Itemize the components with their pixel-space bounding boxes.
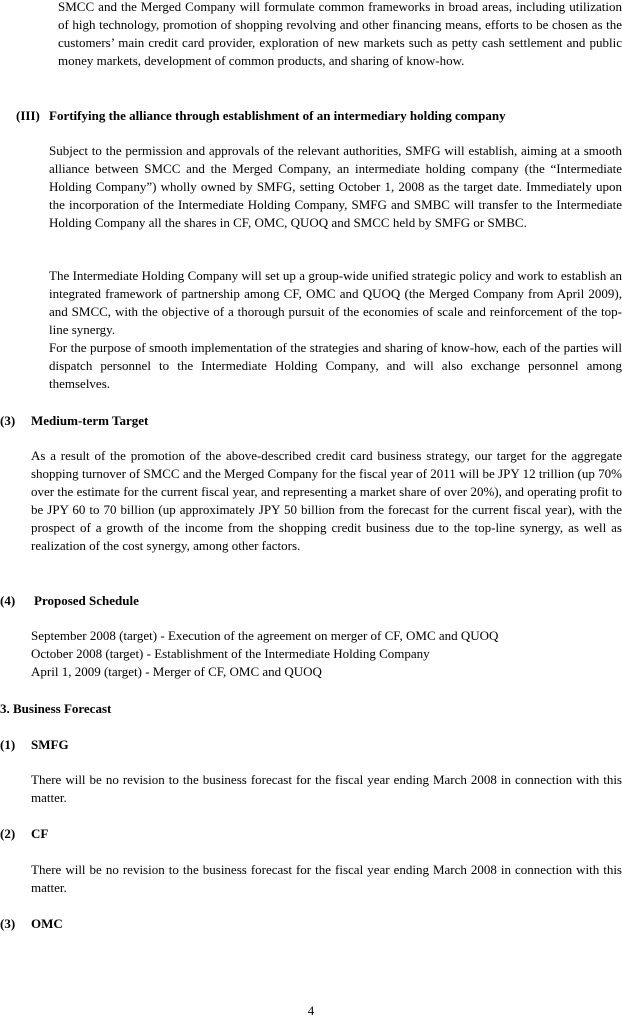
forecast-cf-title: CF <box>31 826 49 841</box>
section-3-number: (3) <box>0 413 16 428</box>
section-4-title: Proposed Schedule <box>34 593 139 608</box>
forecast-smfg-text: There will be no revision to the business forecast for the fiscal year ending March 2008 in connection with this matter. <box>31 772 622 805</box>
section-iii-paragraph-3: For the purpose of smooth implementation of the strategies and sharing of know-how, each of the parties will dispatch personnel to the Intermediate Holding Company, and will also exchange personnel among themselves. <box>49 340 622 391</box>
section-3-title: Medium-term Target <box>31 413 149 428</box>
section-iii-paragraph-1: Subject to the permission and approvals of the relevant authorities, SMFG will establish, aiming at a smooth alliance between SMCC and the Merged Company, an intermediate holding company (the “Intermediate Holding Company”) wholly owned by SMFG, setting October 1, 2008 as the target date. Immediately upon the incorporation of the Intermediate Holding Company, SMFG and SMBC will transfer to the Intermediate Holding Company all the shares in CF, OMC, QUOQ and SMCC held by SMFG or SMBC. <box>49 143 622 230</box>
schedule-item: April 1, 2009 (target) - Merger of CF, OMC and QUOQ <box>31 664 322 679</box>
schedule-item: October 2008 (target) - Establishment of the Intermediate Holding Company <box>31 646 430 661</box>
section-4-number: (4) <box>0 593 16 608</box>
forecast-cf-number: (2) <box>0 826 16 841</box>
forecast-smfg-number: (1) <box>0 737 16 752</box>
section-iii-paragraph-2: The Intermediate Holding Company will set up a group-wide unified strategic policy and work to establish an integrated framework of partnership among CF, OMC and QUOQ (the Merged Company from April 2009), and SMCC, with the objective of a thorough pursuit of the economies of scale and reinforcement of the top-line synergy. <box>49 268 622 337</box>
continuation-paragraph: SMCC and the Merged Company will formulate common frameworks in broad areas, including utilization of high technology, promotion of shopping revolving and other financing means, efforts to be chosen as the customers’ main credit card provider, exploration of new markets such as petty cash settlement and public money markets, development of common products, and sharing of know-how. <box>58 0 622 68</box>
schedule-item: September 2008 (target) - Execution of the agreement on merger of CF, OMC and QUOQ <box>31 628 499 643</box>
business-forecast-heading: 3. Business Forecast <box>0 701 112 716</box>
forecast-cf-text: There will be no revision to the business forecast for the fiscal year ending March 2008 in connection with this matter. <box>31 862 622 895</box>
forecast-omc-number: (3) <box>0 916 16 931</box>
forecast-omc-title: OMC <box>31 916 63 931</box>
schedule-list <box>31 627 622 681</box>
section-3-paragraph: As a result of the promotion of the above-described credit card business strategy, our target for the aggregate shopping turnover of SMCC and the Merged Company for the fiscal year of 2011 will be JPY 12 trillion (up 70% over the estimate for the current fiscal year, and representing a market share of over 20%), and operating profit to be JPY 60 to 70 billion (up approximately JPY 50 billion from the forecast for the current fiscal year), with the prospect of a growth of the income from the shopping credit business due to the top-line synergy, as well as realization of the cost synergy, among other factors. <box>31 448 622 553</box>
section-iii-number: (III) <box>16 108 40 123</box>
forecast-smfg-title: SMFG <box>31 737 69 752</box>
page-number: 4 <box>307 1003 315 1018</box>
section-iii-title: Fortifying the alliance through establishment of an intermediary holding company <box>49 108 506 123</box>
